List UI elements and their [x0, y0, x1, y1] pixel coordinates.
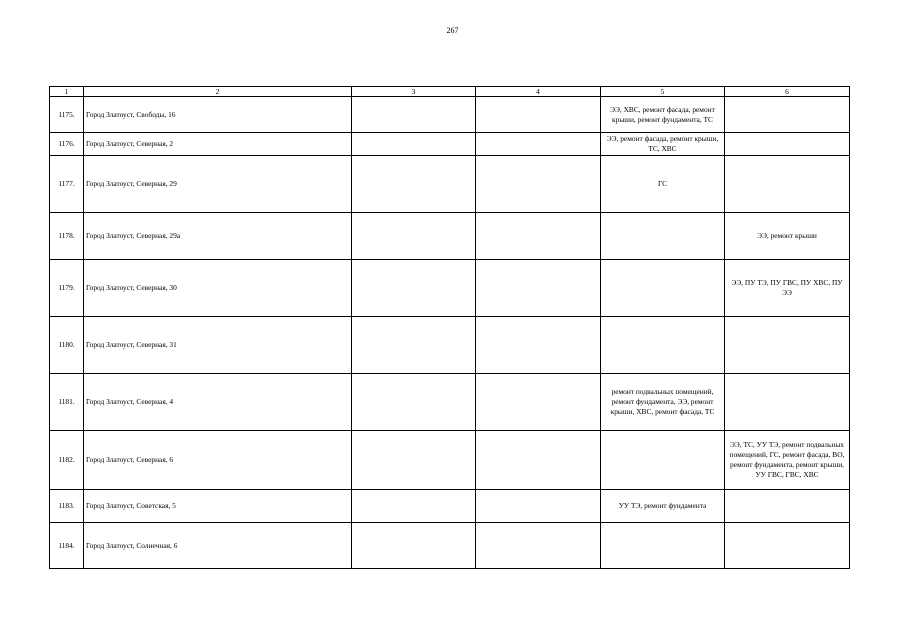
table-row — [50, 317, 850, 374]
table-row — [50, 156, 850, 213]
row-address: Город Златоуст, Северная, 2 — [84, 133, 352, 156]
row-col-5 — [601, 523, 725, 569]
works-table — [49, 86, 850, 569]
row-col-6 — [725, 490, 850, 523]
row-col-3 — [352, 523, 476, 569]
row-number: 1178. — [50, 213, 84, 260]
row-number: 1184. — [50, 523, 84, 569]
row-col-6: ЭЭ, ПУ ТЭ, ПУ ГВС, ПУ ХВС, ПУ ЭЭ — [725, 260, 850, 317]
row-col-3 — [352, 490, 476, 523]
row-col-4 — [476, 133, 601, 156]
row-address: Город Златоуст, Северная, 4 — [84, 374, 352, 431]
header-row — [50, 87, 850, 97]
row-col-4 — [476, 213, 601, 260]
row-col-6 — [725, 317, 850, 374]
row-number: 1176. — [50, 133, 84, 156]
row-col-6 — [725, 133, 850, 156]
row-col-4 — [476, 374, 601, 431]
row-col-5: УУ ТЭ, ремонт фундамента — [601, 490, 725, 523]
row-col-6 — [725, 374, 850, 431]
row-col-6: ЭЭ, ремонт крыши — [725, 213, 850, 260]
row-col-5: ЭЭ, ХВС, ремонт фасада, ремонт крыши, ремонт фундамента, ТС — [601, 97, 725, 133]
row-col-3 — [352, 97, 476, 133]
table-row — [50, 490, 850, 523]
row-col-3 — [352, 374, 476, 431]
row-col-6 — [725, 97, 850, 133]
row-col-5 — [601, 317, 725, 374]
header-col-4: 4 — [476, 87, 601, 97]
row-col-5: ЭЭ, ремонт фасада, ремонт крыши, ТС, ХВС — [601, 133, 725, 156]
table-row — [50, 133, 850, 156]
row-col-5 — [601, 213, 725, 260]
row-col-4 — [476, 317, 601, 374]
row-col-3 — [352, 431, 476, 490]
row-col-4 — [476, 523, 601, 569]
header-col-2: 2 — [84, 87, 352, 97]
row-address: Город Златоуст, Советская, 5 — [84, 490, 352, 523]
row-col-4 — [476, 156, 601, 213]
row-col-3 — [352, 317, 476, 374]
page-number: 267 — [446, 26, 459, 35]
row-col-3 — [352, 260, 476, 317]
header-col-1: 1 — [50, 87, 84, 97]
row-col-4 — [476, 431, 601, 490]
row-col-3 — [352, 213, 476, 260]
table-row — [50, 260, 850, 317]
row-address: Город Златоуст, Северная, 29а — [84, 213, 352, 260]
row-number: 1177. — [50, 156, 84, 213]
header-col-3: 3 — [352, 87, 476, 97]
table-row — [50, 523, 850, 569]
row-address: Город Златоуст, Северная, 29 — [84, 156, 352, 213]
row-col-5: ГС — [601, 156, 725, 213]
row-address: Город Златоуст, Свободы, 16 — [84, 97, 352, 133]
table-row — [50, 97, 850, 133]
row-number: 1175. — [50, 97, 84, 133]
row-col-6: ЭЭ, ТС, УУ ТЭ, ремонт подвальных помещений, ГС, ремонт фасада, ВО, ремонт фундамента, ремонт крыши, УУ ГВС, ГВС, ХВС — [725, 431, 850, 490]
row-col-6 — [725, 523, 850, 569]
table-row — [50, 374, 850, 431]
row-address: Город Златоуст, Северная, 30 — [84, 260, 352, 317]
row-address: Город Златоуст, Северная, 6 — [84, 431, 352, 490]
row-number: 1183. — [50, 490, 84, 523]
row-address: Город Златоуст, Солнечная, 6 — [84, 523, 352, 569]
row-number: 1180. — [50, 317, 84, 374]
row-col-5 — [601, 431, 725, 490]
row-col-5 — [601, 260, 725, 317]
row-col-3 — [352, 133, 476, 156]
row-number: 1181. — [50, 374, 84, 431]
row-address: Город Златоуст, Северная, 31 — [84, 317, 352, 374]
table-row — [50, 213, 850, 260]
row-col-4 — [476, 260, 601, 317]
row-col-5: ремонт подвальных помещений, ремонт фундамента, ЭЭ, ремонт крыши, ХВС, ремонт фасада, ТС — [601, 374, 725, 431]
row-number: 1179. — [50, 260, 84, 317]
row-col-3 — [352, 156, 476, 213]
table-row — [50, 431, 850, 490]
header-col-5: 5 — [601, 87, 725, 97]
row-col-4 — [476, 97, 601, 133]
header-col-6: 6 — [725, 87, 850, 97]
row-number: 1182. — [50, 431, 84, 490]
row-col-6 — [725, 156, 850, 213]
row-col-4 — [476, 490, 601, 523]
